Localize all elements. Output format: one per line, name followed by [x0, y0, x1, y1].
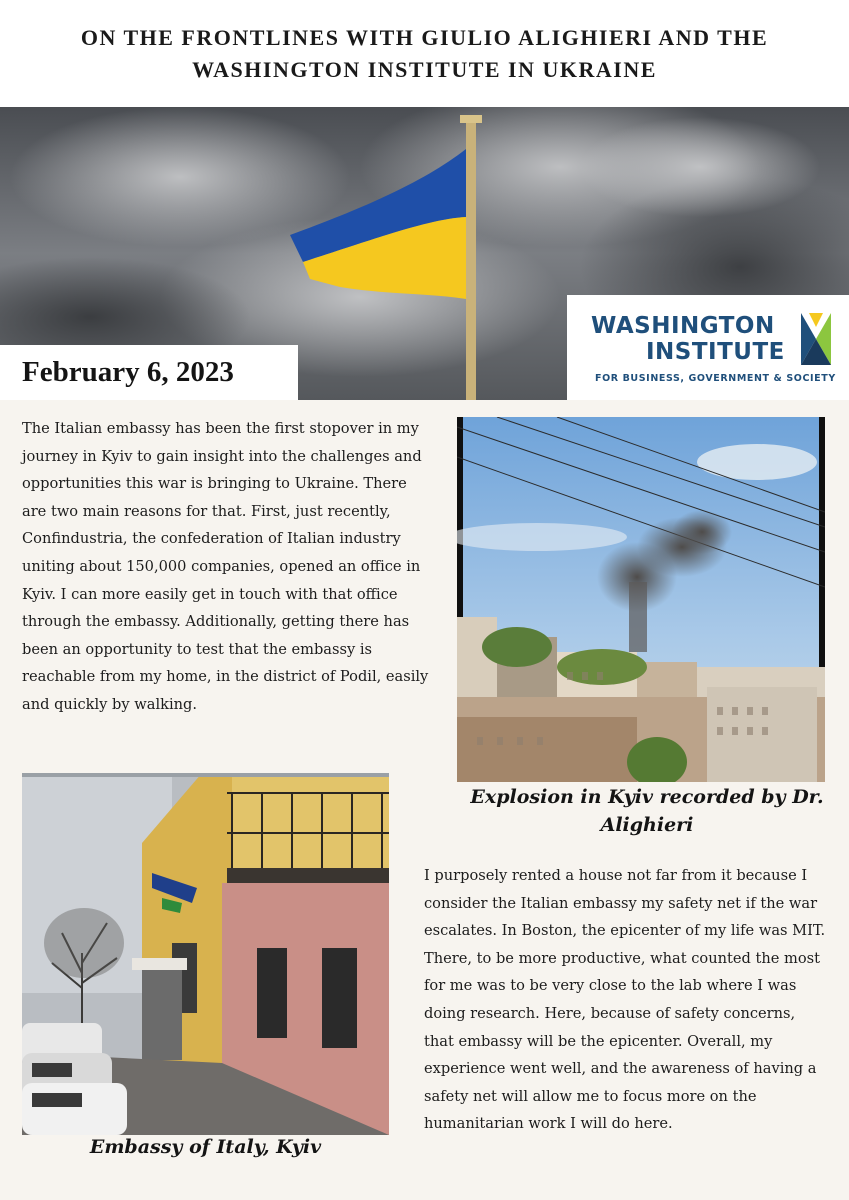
- explosion-photo: [457, 417, 825, 782]
- header-title-line-2: WASHINGTON INSTITUTE IN UKRAINE: [192, 56, 657, 82]
- logo-text-institute: INSTITUTE: [646, 339, 785, 365]
- logo-tagline: FOR BUSINESS, GOVERNMENT & SOCIETY: [595, 373, 836, 384]
- date-box: [0, 345, 298, 400]
- article-paragraph-2: I purposely rented a house not far from it because I consider the Italian embassy my safety net if the war escalates. In Boston, the epicenter of my life was MIT. There, to be more productive, what counted the most for me was to be very close to the lab where I was doing research. Here, because of safety concerns, that embassy will be the epicenter. Overall, my experience went well, and the awareness of having a safety net will allow me to focus more on the humanitarian work I will do here.: [424, 867, 826, 1133]
- logo-mark-icon: [801, 313, 831, 365]
- article-paragraph-1: The Italian embassy has been the first stopover in my journey in Kyiv to gain insight into the challenges and opportunities this war is bringing to Ukraine. There are two main reasons for that. First, just recently, Confindustria, the confederation of Italian industry uniting about 150,000 companies, opened an office in Kyiv. I can more easily get in touch with that office through the embassy. Additionally, getting there has been an opportunity to test that the embassy is reachable from my home, in the district of Podil, easily and quickly by walking.: [22, 420, 429, 713]
- logo-text-washington: WASHINGTON: [591, 313, 775, 339]
- embassy-photo: [22, 773, 389, 1135]
- embassy-caption: Embassy of Italy, Kyiv: [89, 1136, 322, 1158]
- washington-institute-logo: [567, 295, 849, 400]
- explosion-caption: Explosion in Kyiv recorded by Dr. Alighieri: [470, 786, 824, 836]
- page-header: [0, 0, 849, 107]
- header-title-line-1: ON THE FRONTLINES WITH GIULIO ALIGHIERI AND THE: [80, 24, 769, 50]
- flagpole: [466, 117, 476, 400]
- article-date: February 6, 2023: [22, 356, 234, 388]
